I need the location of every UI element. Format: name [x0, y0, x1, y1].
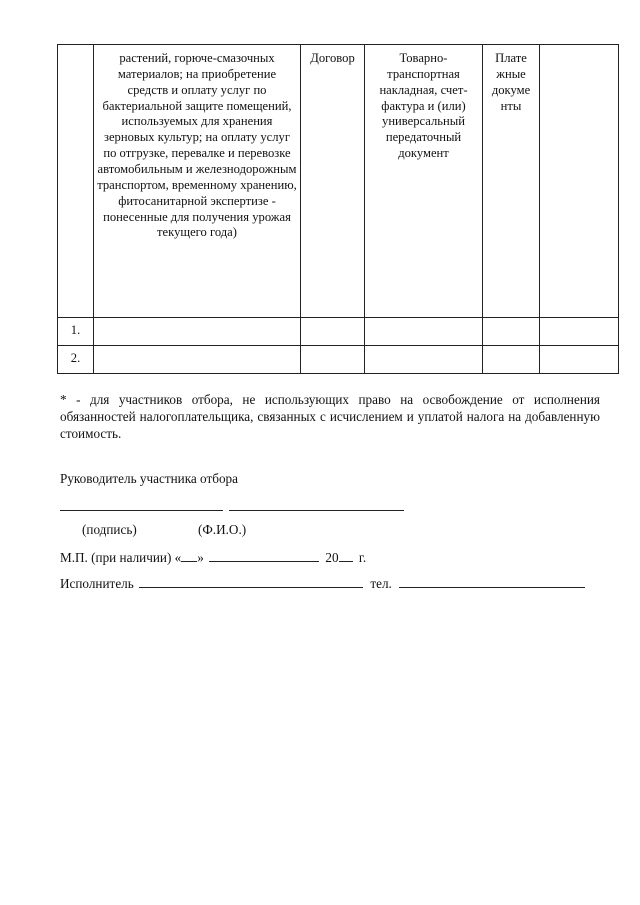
row-number: 2. — [58, 346, 94, 374]
table-cell — [94, 318, 301, 346]
table-cell — [94, 346, 301, 374]
table-row — [58, 45, 619, 318]
table-cell — [365, 318, 483, 346]
executor-blank — [139, 575, 363, 588]
table-cell — [365, 346, 483, 374]
table-cell-expense-description: растений, горюче-смазочных материалов; на приобретение средств и оплату услуг по бактериальной защите помещений, используемых для хранения зерновых культур; на оплату услуг по отгрузке, перевалке и перевозке автомобильным и железнодорожным транспортом, временному хранению, фитосанитарной экспертизе - понесенные для получения урожая текущего года) — [94, 45, 301, 318]
row-number: 1. — [58, 318, 94, 346]
table-cell — [483, 318, 540, 346]
table-cell-empty — [540, 45, 619, 318]
table-cell-payment-docs: Плате жные докуме нты — [483, 45, 540, 318]
phone-label: тел. — [370, 576, 392, 591]
expenses-table — [57, 44, 619, 374]
stamp-date-line — [60, 549, 366, 566]
table-cell-contract: Договор — [301, 45, 365, 318]
year-blank — [339, 549, 353, 562]
footnote: * - для участников отбора, не использующих право на освобождение от исполнения обязанностей налогоплательщика, связанных с исчислением и уплатой налога на добавленную стоимость. — [60, 392, 600, 442]
table-cell — [301, 318, 365, 346]
phone-blank — [399, 575, 585, 588]
table-cell — [483, 346, 540, 374]
quote-close: » — [197, 550, 204, 565]
table-row — [58, 346, 619, 374]
signature-caption: (подпись) — [82, 522, 137, 537]
year-suffix: г. — [358, 550, 367, 565]
year-prefix: 20 — [325, 550, 339, 565]
head-of-participant-label: Руководитель участника отбора — [60, 471, 238, 486]
table-cell — [301, 346, 365, 374]
table-cell-number — [58, 45, 94, 318]
full-name-line — [229, 510, 404, 511]
table-cell — [540, 318, 619, 346]
table-cell — [540, 346, 619, 374]
signature-line — [60, 510, 223, 511]
table-row — [58, 318, 619, 346]
day-blank — [181, 549, 197, 562]
executor-line — [60, 575, 585, 592]
stamp-label: М.П. (при наличии) « — [60, 550, 182, 565]
executor-label: Исполнитель — [60, 576, 134, 591]
full-name-caption: (Ф.И.О.) — [198, 522, 247, 537]
month-blank — [209, 549, 319, 562]
table-cell-transport-docs: Товарно-транспортная накладная, счет-фактура и (или) универсальный передаточный документ — [365, 45, 483, 318]
